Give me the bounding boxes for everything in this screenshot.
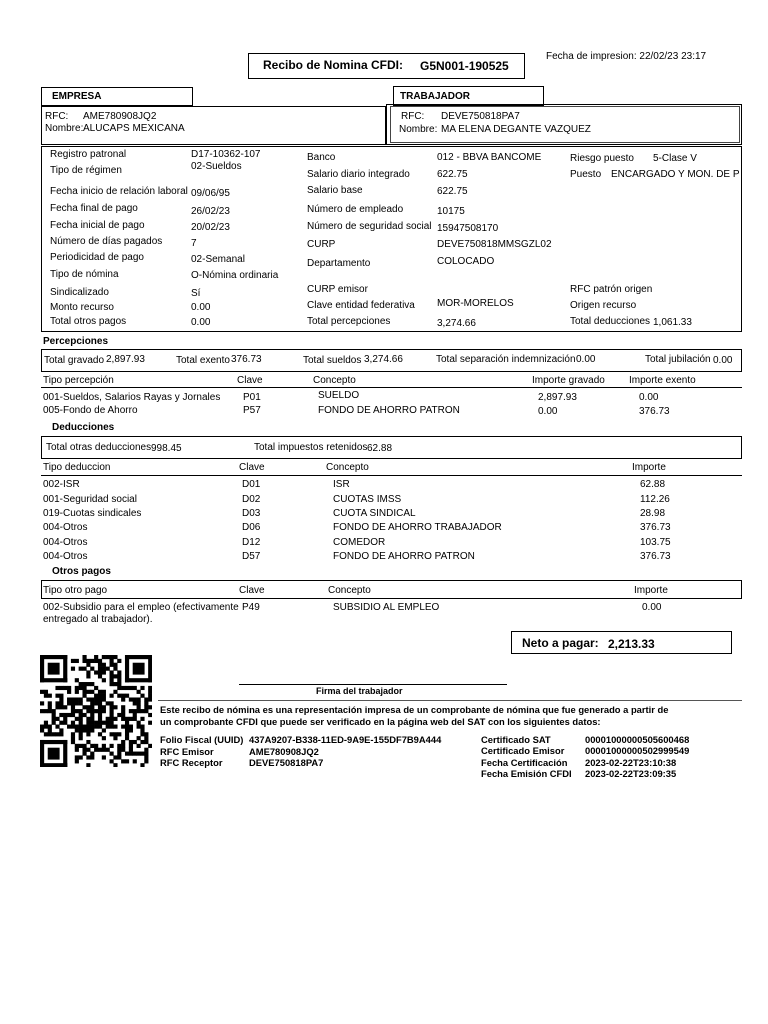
riesgo-puesto-label: Riesgo puesto	[570, 153, 634, 164]
total-separacion-value: 0.00	[576, 354, 596, 365]
total-percepciones-label: Total percepciones	[307, 316, 391, 327]
signature-line	[239, 684, 507, 685]
total-sueldos-label: Total sueldos	[303, 355, 362, 366]
table-row-ded-6-importe: 376.73	[640, 551, 671, 562]
fecha-inicial-label: Fecha inicial de pago	[50, 220, 145, 231]
cert-sat-label: Certificado SAT	[481, 734, 551, 745]
firma-label: Firma del trabajador	[316, 686, 403, 696]
table-row-ded-1-clave: D01	[242, 479, 261, 490]
num-empleado-value: 10175	[437, 206, 465, 217]
total-deducciones-label: Total deducciones	[570, 316, 651, 327]
periodicidad-value: 02-Semanal	[191, 254, 245, 265]
total-otras-deducciones-value: 998.45	[151, 443, 182, 454]
table-row-ded-1-concepto: ISR	[333, 479, 350, 490]
table-row-perc-1-gravado: 2,897.93	[538, 392, 577, 403]
puesto-value: ENCARGADO Y MON. DE P	[611, 169, 740, 180]
rfc-receptor-label: RFC Receptor	[160, 757, 223, 768]
cert-sat-value: 00001000000505600468	[585, 734, 690, 745]
clave-entidad-label: Clave entidad federativa	[307, 300, 415, 311]
curp-emisor-label: CURP emisor	[307, 284, 368, 295]
salario-base-value: 622.75	[437, 186, 468, 197]
rfc-receptor-value: DEVE750818PA7	[249, 757, 324, 768]
print-date: Fecha de impresion: 22/02/23 23:17	[546, 51, 707, 62]
cert-emisor-label: Certificado Emisor	[481, 745, 565, 756]
otros-pagos-heading: Otros pagos	[52, 566, 111, 577]
table-row-ded-6-concepto: FONDO DE AHORRO PATRON	[333, 551, 475, 562]
table-row-ded-6-clave: D57	[242, 551, 261, 562]
table-row-ded-4-importe: 376.73	[640, 522, 671, 533]
table-row-ded-3-tipo: 019-Cuotas sindicales	[43, 508, 142, 519]
percepciones-col-gravado: Importe gravado	[532, 375, 605, 386]
trabajador-heading: TRABAJADOR	[400, 91, 470, 102]
total-impuestos-value: 62.88	[367, 443, 393, 454]
uuid-value: 437A9207-B338-11ED-9A9E-155DF7B9A444	[249, 734, 442, 745]
otros-pagos-row-importe: 0.00	[642, 602, 662, 613]
legend-rule	[158, 700, 742, 701]
table-row-perc-2-concepto: FONDO DE AHORRO PATRON	[318, 405, 460, 416]
table-row-ded-3-importe: 28.98	[640, 508, 666, 519]
nss-label: Número de seguridad social	[307, 221, 432, 232]
trabajador-name: MA ELENA DEGANTE VAZQUEZ	[441, 124, 591, 135]
rfc-patron-origen-label: RFC patrón origen	[570, 284, 653, 295]
periodicidad-label: Periodicidad de pago	[50, 252, 144, 263]
otros-pagos-col-importe: Importe	[634, 585, 668, 596]
fecha-final-label: Fecha final de pago	[50, 203, 138, 214]
table-row-perc-1-clave: P01	[243, 392, 261, 403]
total-impuestos-label: Total impuestos retenidos	[254, 442, 368, 453]
curp-value: DEVE750818MMSGZL02	[437, 239, 552, 250]
monto-recurso-label: Monto recurso	[50, 302, 114, 313]
salario-base-label: Salario base	[307, 185, 363, 196]
table-row-ded-2-importe: 112.26	[640, 494, 670, 505]
fecha-cert-label: Fecha Certificación	[481, 757, 568, 768]
tipo-nomina-label: Tipo de nómina	[50, 269, 119, 280]
departamento-label: Departamento	[307, 258, 371, 269]
deducciones-col-tipo: Tipo deduccion	[43, 462, 111, 473]
puesto-label: Puesto	[570, 169, 602, 180]
cert-emisor-value: 00001000000502999549	[585, 745, 690, 756]
total-percepciones-value: 3,274.66	[437, 318, 476, 329]
fecha-inicial-value: 20/02/23	[191, 222, 230, 233]
table-row-ded-5-tipo: 004-Otros	[43, 537, 88, 548]
total-exento-label: Total exento	[176, 355, 230, 366]
table-row-perc-2-gravado: 0.00	[538, 406, 558, 417]
otros-pagos-row-tipo-2: entregado al trabajador).	[43, 614, 153, 625]
percepciones-col-clave: Clave	[237, 375, 263, 386]
empresa-name-label: Nombre:	[45, 123, 84, 134]
trabajador-rfc-label: RFC:	[401, 111, 425, 122]
table-row-ded-3-concepto: CUOTA SINDICAL	[333, 508, 416, 519]
empresa-rfc: AME780908JQ2	[83, 111, 157, 122]
otros-pagos-col-concepto: Concepto	[328, 585, 371, 596]
table-row-perc-1-tipo: 001-Sueldos, Salarios Rayas y Jornales	[43, 392, 221, 403]
banco-label: Banco	[307, 152, 336, 163]
total-jubilacion-label: Total jubilación	[645, 354, 711, 365]
sdi-value: 622.75	[437, 169, 468, 180]
table-row-ded-3-clave: D03	[242, 508, 261, 519]
rfc-emisor-label: RFC Emisor	[160, 746, 214, 757]
total-otros-pagos-value: 0.00	[191, 317, 211, 328]
table-row-perc-2-tipo: 005-Fondo de Ahorro	[43, 405, 138, 416]
fecha-inicio-label: Fecha inicio de relación laboral	[50, 186, 188, 197]
title-label: Recibo de Nomina CFDI:	[263, 58, 404, 72]
table-row-ded-4-concepto: FONDO DE AHORRO TRABAJADOR	[333, 522, 502, 533]
table-row-ded-2-concepto: CUOTAS IMSS	[333, 494, 402, 505]
otros-pagos-row-concepto: SUBSIDIO AL EMPLEO	[333, 602, 440, 613]
deducciones-col-importe: Importe	[632, 462, 666, 473]
table-row-perc-2-exento: 376.73	[639, 406, 670, 417]
table-row-ded-5-clave: D12	[242, 537, 261, 548]
total-deducciones-value: 1,061.33	[653, 317, 692, 328]
departamento-value: COLOCADO	[437, 256, 495, 267]
fecha-final-value: 26/02/23	[191, 206, 230, 217]
table-row-ded-1-tipo: 002-ISR	[43, 479, 80, 490]
total-gravado-label: Total gravado	[44, 355, 105, 366]
table-row-ded-4-clave: D06	[242, 522, 261, 533]
total-otros-pagos-label: Total otros pagos	[50, 316, 127, 327]
monto-recurso-value: 0.00	[191, 302, 211, 313]
deducciones-col-concepto: Concepto	[326, 462, 369, 473]
percepciones-col-exento: Importe exento	[629, 375, 696, 386]
neto-label: Neto a pagar:	[522, 636, 599, 650]
dias-pagados-label: Número de días pagados	[50, 236, 163, 247]
empresa-rfc-label: RFC:	[45, 111, 69, 122]
sindicalizado-value: Sí	[191, 288, 201, 299]
otros-pagos-row-clave: P49	[242, 602, 260, 613]
otros-pagos-col-clave: Clave	[239, 585, 265, 596]
deducciones-heading: Deducciones	[52, 422, 115, 433]
sindicalizado-label: Sindicalizado	[50, 287, 109, 298]
percepciones-col-tipo: Tipo percepción	[43, 375, 114, 386]
legend-line-2: un comprobante CFDI que puede ser verificado en la página web del SAT con los siguientes datos:	[160, 716, 601, 727]
qr-code-icon	[40, 655, 152, 767]
total-otras-deducciones-label: Total otras deducciones	[46, 442, 152, 453]
rfc-emisor-value: AME780908JQ2	[249, 746, 319, 757]
num-empleado-label: Número de empleado	[307, 204, 404, 215]
folio: G5N001-190525	[420, 59, 509, 73]
empresa-name: ALUCAPS MEXICANA	[83, 123, 185, 134]
tipo-regimen-value: 02-Sueldos	[191, 161, 242, 172]
tipo-nomina-value: O-Nómina ordinaria	[191, 270, 279, 281]
table-row-ded-2-clave: D02	[242, 494, 261, 505]
fecha-inicio-value: 09/06/95	[191, 188, 230, 199]
trabajador-rfc: DEVE750818PA7	[441, 111, 520, 122]
uuid-label: Folio Fiscal (UUID)	[160, 734, 244, 745]
table-row-ded-5-concepto: COMEDOR	[333, 537, 386, 548]
percepciones-header-rule	[41, 387, 742, 388]
riesgo-puesto-value: 5-Clase V	[653, 153, 697, 164]
otros-pagos-col-tipo: Tipo otro pago	[43, 585, 108, 596]
nss-value: 15947508170	[437, 223, 499, 234]
table-row-ded-5-importe: 103.75	[640, 537, 671, 548]
table-row-ded-6-tipo: 004-Otros	[43, 551, 88, 562]
fecha-emision-value: 2023-02-22T23:09:35	[585, 768, 677, 779]
empresa-heading: EMPRESA	[52, 91, 102, 102]
table-row-perc-2-clave: P57	[243, 405, 261, 416]
otros-pagos-row-tipo-1: 002-Subsidio para el empleo (efectivamente	[43, 602, 239, 613]
trabajador-name-label: Nombre:	[399, 124, 438, 135]
table-row-perc-1-concepto: SUELDO	[318, 390, 360, 401]
table-row-perc-1-exento: 0.00	[639, 392, 659, 403]
banco-value: 012 - BBVA BANCOME	[437, 152, 542, 163]
origen-recurso-label: Origen recurso	[570, 300, 637, 311]
total-gravado-value: 2,897.93	[106, 354, 145, 365]
deducciones-header-rule	[41, 475, 742, 476]
legend-line-1: Este recibo de nómina es una representación impresa de un comprobante de nómina que fue generado a partir de	[160, 704, 669, 715]
curp-label: CURP	[307, 239, 336, 250]
fecha-emision-label: Fecha Emisión CFDI	[481, 768, 572, 779]
dias-pagados-value: 7	[191, 238, 197, 249]
total-exento-value: 376.73	[231, 354, 262, 365]
registro-patronal-value: D17-10362-107	[191, 149, 261, 160]
deducciones-col-clave: Clave	[239, 462, 265, 473]
table-row-ded-2-tipo: 001-Seguridad social	[43, 494, 137, 505]
table-row-ded-4-tipo: 004-Otros	[43, 522, 88, 533]
total-sueldos-value: 3,274.66	[364, 354, 403, 365]
total-separacion-label: Total separación indemnización	[436, 354, 576, 365]
clave-entidad-value: MOR-MORELOS	[437, 298, 514, 309]
percepciones-col-concepto: Concepto	[313, 375, 356, 386]
total-jubilacion-value: 0.00	[713, 355, 733, 366]
neto-value: 2,213.33	[608, 637, 655, 651]
percepciones-heading: Percepciones	[43, 336, 109, 347]
registro-patronal-label: Registro patronal	[50, 149, 127, 160]
sdi-label: Salario diario integrado	[307, 169, 410, 180]
fecha-cert-value: 2023-02-22T23:10:38	[585, 757, 677, 768]
tipo-regimen-label: Tipo de régimen	[50, 165, 122, 176]
table-row-ded-1-importe: 62.88	[640, 479, 666, 490]
